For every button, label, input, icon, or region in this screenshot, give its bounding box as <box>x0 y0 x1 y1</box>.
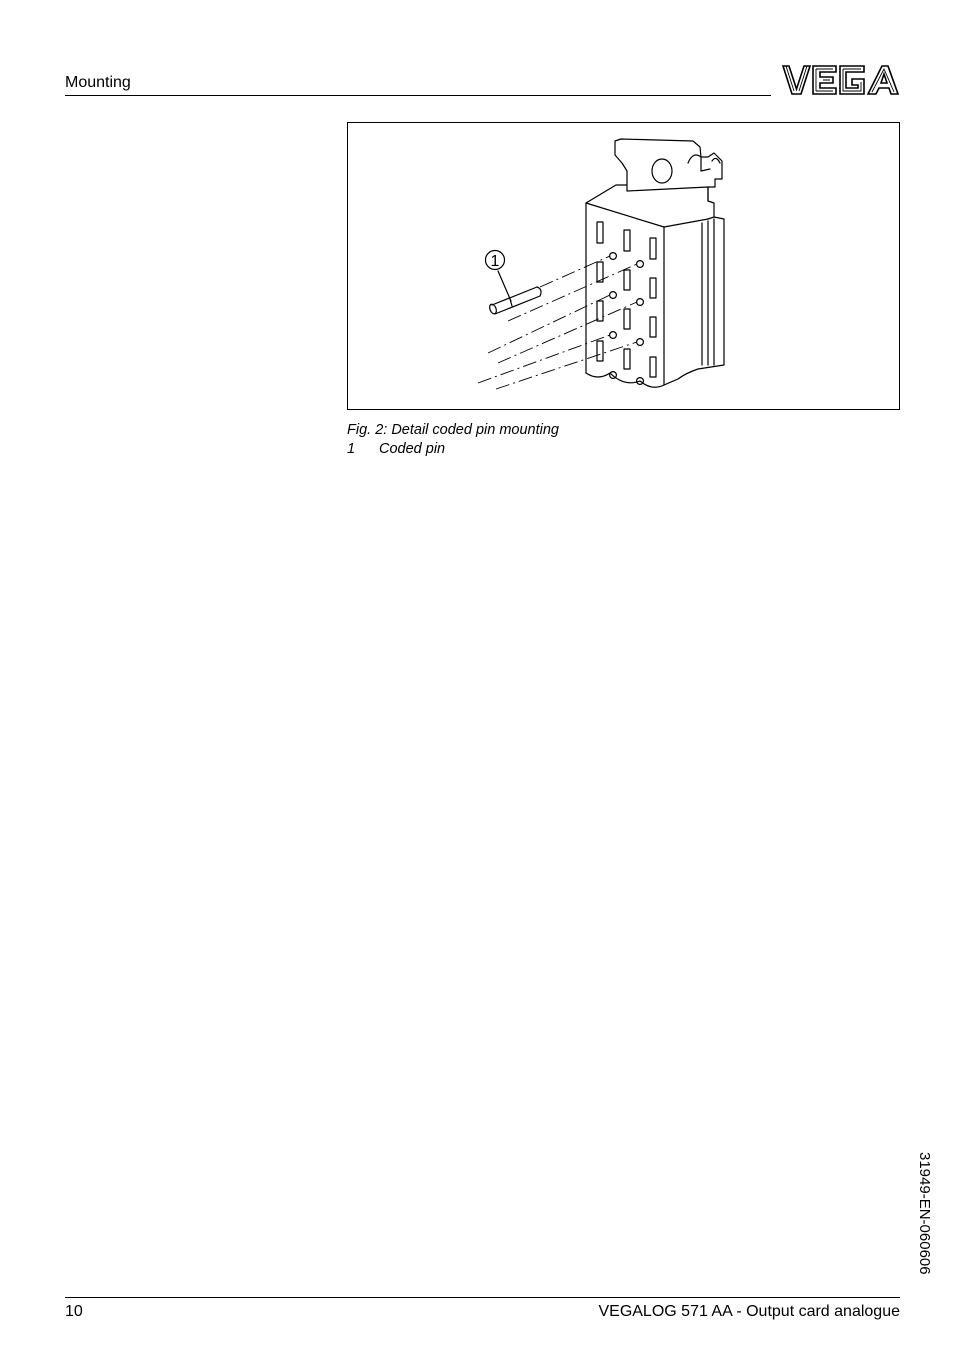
figure-caption: Fig. 2: Detail coded pin mounting <box>347 422 559 438</box>
vega-logo <box>780 62 900 98</box>
figure-coded-pin-mounting <box>347 122 900 410</box>
page-number: 10 <box>65 1303 83 1320</box>
document-code: 31949-EN-060606 <box>916 1152 933 1275</box>
legend-number: 1 <box>347 441 356 457</box>
header-divider <box>65 95 771 96</box>
document-title: VEGALOG 571 AA - Output card analogue <box>598 1303 900 1320</box>
legend-label: Coded pin <box>379 441 446 457</box>
callout-number: 1 <box>490 253 500 270</box>
vega-logo-graphic <box>780 62 900 98</box>
page-section-title: Mounting <box>65 74 131 91</box>
terminal-block-drawing <box>348 123 899 409</box>
footer-divider <box>65 1297 900 1298</box>
